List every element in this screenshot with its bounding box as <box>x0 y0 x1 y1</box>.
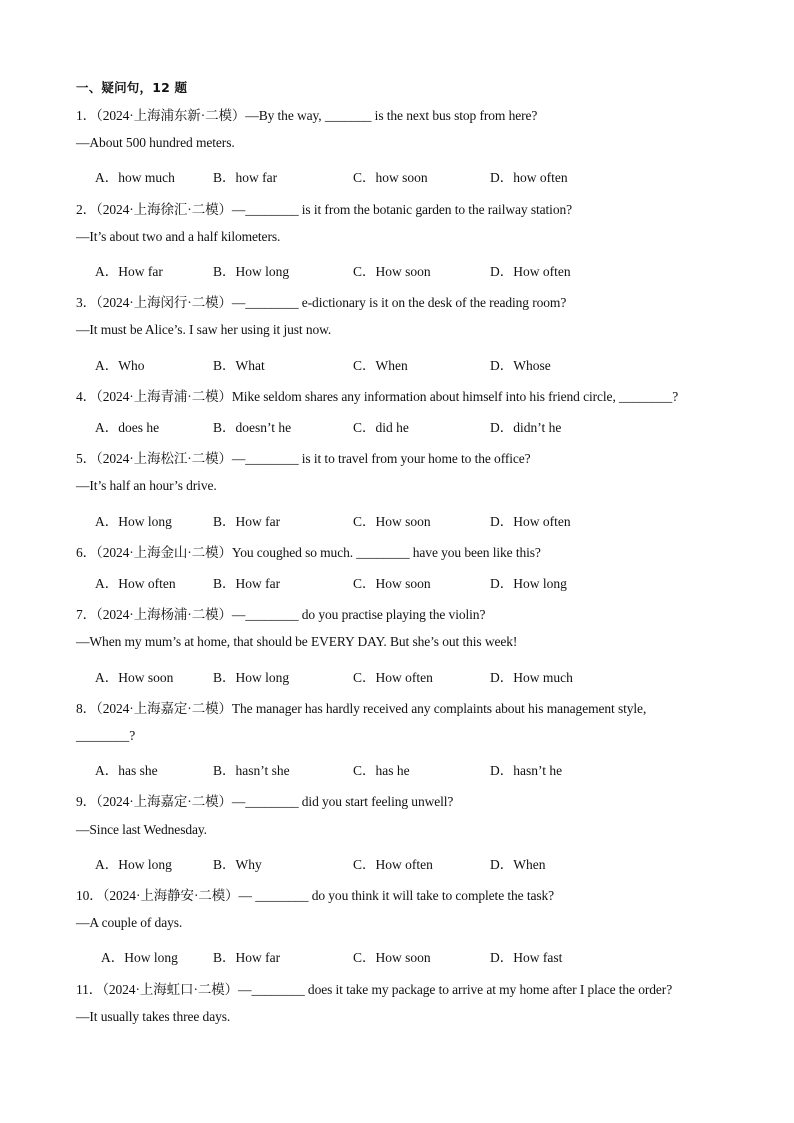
option-a[interactable]: A．does he <box>95 420 160 435</box>
question-7-prompt: 7．（2024·上海杨浦·二模）—________ do you practise playing the violin? <box>76 607 486 622</box>
question-9-prompt: 9．（2024·上海嘉定·二模）—________ did you start feeling unwell? <box>76 794 454 809</box>
option-b[interactable]: B．doesn’t he <box>213 420 292 435</box>
question-6-prompt: 6．（2024·上海金山·二模）You coughed so much. ________ have you been like this? <box>76 545 541 560</box>
option-a[interactable]: A．How soon <box>95 670 174 685</box>
option-d[interactable]: D．how often <box>490 170 568 185</box>
question-10-answer-line: —A couple of days. <box>76 915 183 930</box>
option-c[interactable]: C．How soon <box>353 950 431 965</box>
option-a[interactable]: A．how much <box>95 170 175 185</box>
question-8-prompt-continued: ________? <box>76 728 136 743</box>
question-1-prompt: 1．（2024·上海浦东新·二模）—By the way, _______ is the next bus stop from here? <box>76 108 538 123</box>
option-a[interactable]: A．How often <box>95 576 176 591</box>
option-c[interactable]: C．how soon <box>353 170 428 185</box>
option-d[interactable]: D．How often <box>490 514 571 529</box>
option-d[interactable]: D．Whose <box>490 358 551 373</box>
option-b[interactable]: B．How far <box>213 950 281 965</box>
question-8-prompt: 8．（2024·上海嘉定·二模）The manager has hardly received any complaints about his management style, <box>76 701 647 716</box>
option-b[interactable]: B．how far <box>213 170 278 185</box>
option-c[interactable]: C．When <box>353 358 408 373</box>
option-a[interactable]: A．How far <box>95 264 163 279</box>
option-a[interactable]: A．How long <box>95 514 172 529</box>
question-1-answer-line: —About 500 hundred meters. <box>76 135 235 150</box>
option-d[interactable]: D．When <box>490 857 546 872</box>
option-d[interactable]: D．How much <box>490 670 573 685</box>
option-b[interactable]: B．How far <box>213 576 281 591</box>
question-2-answer-line: —It’s about two and a half kilometers. <box>76 229 281 244</box>
option-c[interactable]: C．How often <box>353 857 433 872</box>
option-c[interactable]: C．How often <box>353 670 433 685</box>
option-a[interactable]: A．How long <box>101 950 178 965</box>
option-c[interactable]: C．How soon <box>353 514 431 529</box>
option-b[interactable]: B．hasn’t she <box>213 763 290 778</box>
question-11-answer-line: —It usually takes three days. <box>76 1009 231 1024</box>
question-10-prompt: 10．（2024·上海静安·二模）— ________ do you think it will take to complete the task? <box>76 888 555 903</box>
option-b[interactable]: B．How long <box>213 670 290 685</box>
option-d[interactable]: D．didn’t he <box>490 420 562 435</box>
option-d[interactable]: D．How fast <box>490 950 563 965</box>
option-d[interactable]: D．How often <box>490 264 571 279</box>
option-c[interactable]: C．did he <box>353 420 409 435</box>
option-b[interactable]: B．How far <box>213 514 281 529</box>
question-9-answer-line: —Since last Wednesday. <box>76 822 207 837</box>
option-b[interactable]: B．How long <box>213 264 290 279</box>
question-3-prompt: 3．（2024·上海闵行·二模）—________ e-dictionary is it on the desk of the reading room? <box>76 295 567 310</box>
question-11-prompt: 11．（2024·上海虹口·二模）—________ does it take my package to arrive at my home after I place the order? <box>76 982 673 997</box>
section-title: 一、疑问句，12 题 <box>76 80 188 95</box>
option-c[interactable]: C．How soon <box>353 576 431 591</box>
option-b[interactable]: B．What <box>213 358 265 373</box>
option-a[interactable]: A．How long <box>95 857 172 872</box>
question-7-answer-line: —When my mum’s at home, that should be EVERY DAY. But she’s out this week! <box>76 634 518 649</box>
option-c[interactable]: C．has he <box>353 763 410 778</box>
option-d[interactable]: D．How long <box>490 576 567 591</box>
option-b[interactable]: B．Why <box>213 857 262 872</box>
question-3-answer-line: —It must be Alice’s. I saw her using it just now. <box>76 322 332 337</box>
question-5-answer-line: —It’s half an hour’s drive. <box>76 478 217 493</box>
question-4-prompt: 4．（2024·上海青浦·二模）Mike seldom shares any information about himself into his friend circle, ________? <box>76 389 679 404</box>
option-c[interactable]: C．How soon <box>353 264 431 279</box>
question-5-prompt: 5．（2024·上海松江·二模）—________ is it to travel from your home to the office? <box>76 451 531 466</box>
question-2-prompt: 2．（2024·上海徐汇·二模）—________ is it from the botanic garden to the railway station? <box>76 202 573 217</box>
option-d[interactable]: D．hasn’t he <box>490 763 563 778</box>
option-a[interactable]: A．has she <box>95 763 158 778</box>
option-a[interactable]: A．Who <box>95 358 145 373</box>
